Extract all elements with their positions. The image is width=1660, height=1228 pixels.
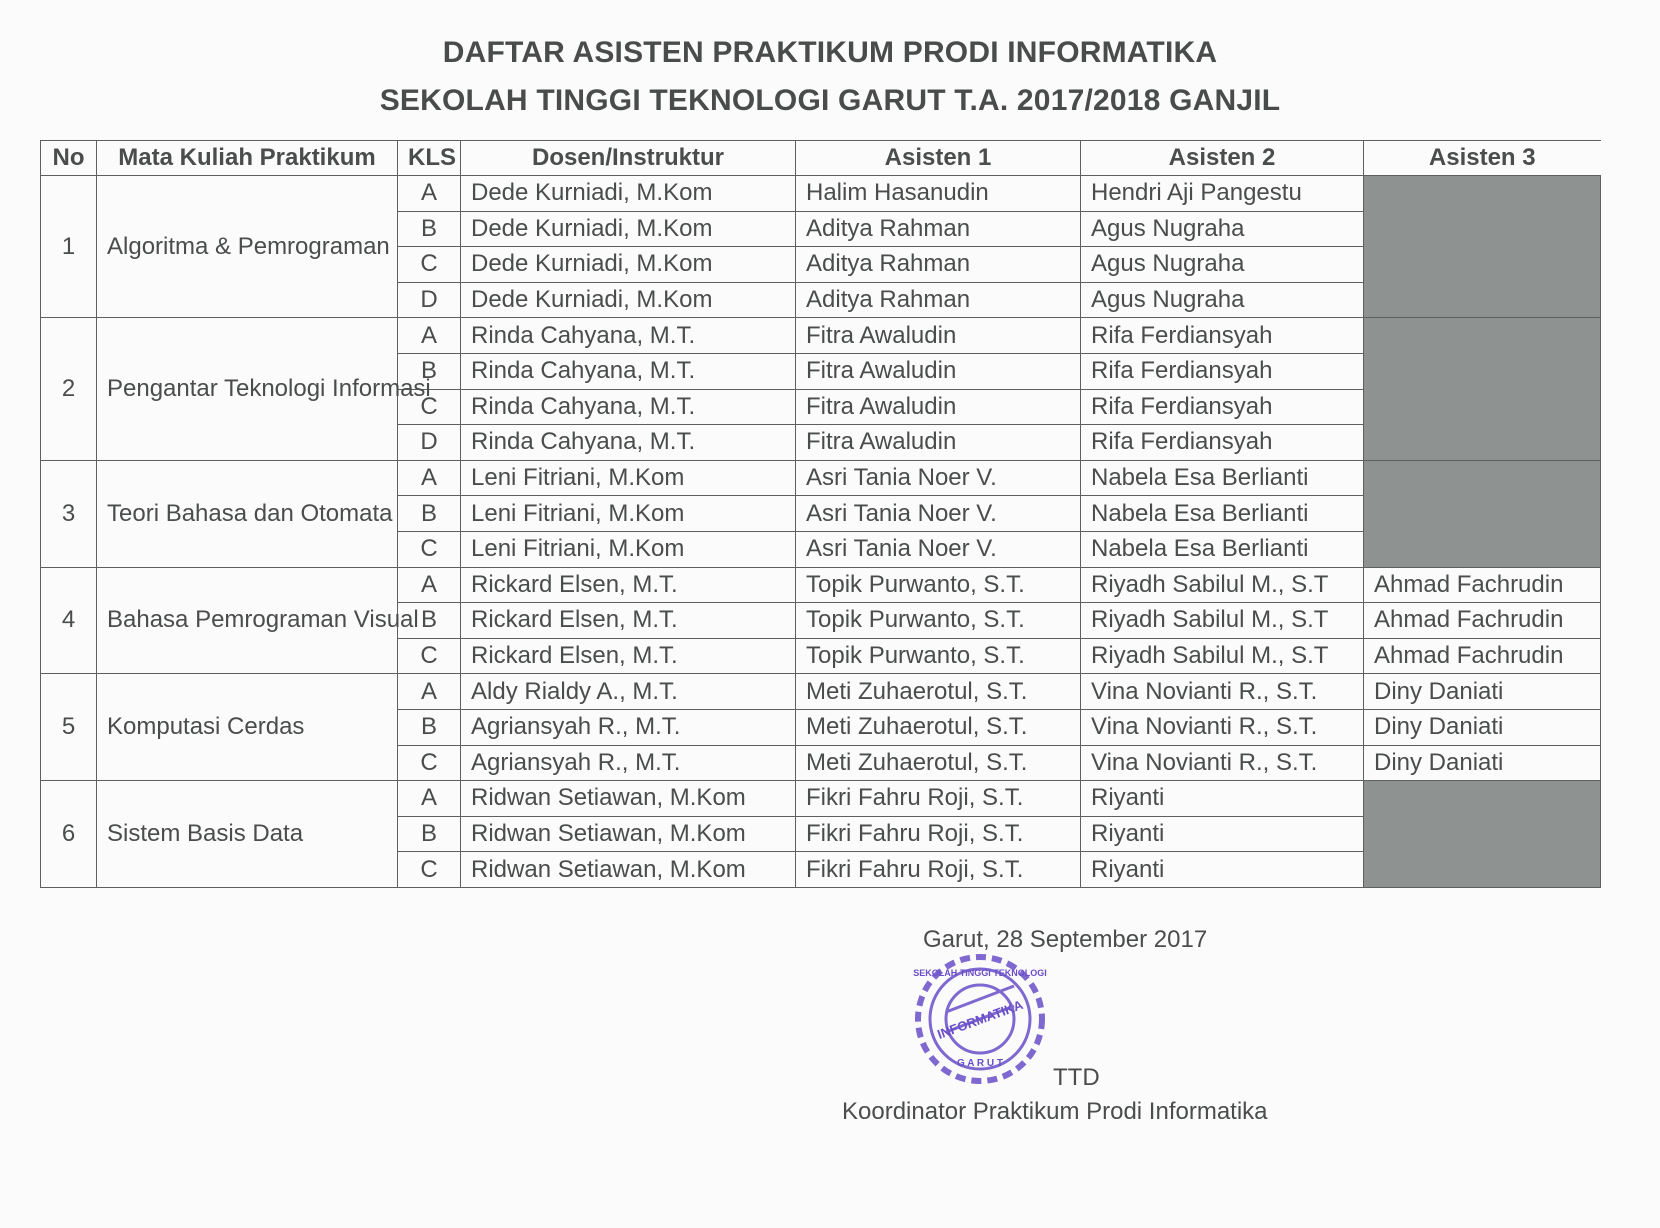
lecturer: Rickard Elsen, M.T. — [461, 603, 796, 639]
course-name: Algoritma & Pemrograman — [97, 176, 398, 318]
table-row — [41, 781, 1601, 817]
assistant2: Agus Nugraha — [1081, 282, 1364, 318]
assistant2: Hendri Aji Pangestu — [1081, 176, 1364, 212]
assistant2: Rifa Ferdiansyah — [1081, 318, 1364, 354]
assistant2: Nabela Esa Berlianti — [1081, 496, 1364, 532]
assistant2: Agus Nugraha — [1081, 247, 1364, 283]
assistant1: Meti Zuhaerotul, S.T. — [796, 709, 1081, 745]
assistant1: Topik Purwanto, S.T. — [796, 567, 1081, 603]
lecturer: Dede Kurniadi, M.Kom — [461, 176, 796, 212]
assistant1: Fitra Awaludin — [796, 318, 1081, 354]
lecturer: Dede Kurniadi, M.Kom — [461, 247, 796, 283]
class-code: B — [398, 709, 461, 745]
assistant3-empty — [1364, 318, 1601, 460]
assistant1: Topik Purwanto, S.T. — [796, 638, 1081, 674]
class-code: A — [398, 318, 461, 354]
lecturer: Rickard Elsen, M.T. — [461, 567, 796, 603]
course-name: Bahasa Pemrograman Visual — [97, 567, 398, 674]
table-row — [41, 176, 1601, 212]
assistant3: Diny Daniati — [1364, 674, 1601, 710]
assistant2: Riyanti — [1081, 781, 1364, 817]
course-number: 6 — [41, 781, 97, 888]
table-row — [41, 674, 1601, 710]
class-code: A — [398, 781, 461, 817]
class-code: B — [398, 816, 461, 852]
assistant3: Ahmad Fachrudin — [1364, 567, 1601, 603]
assistant1: Fikri Fahru Roji, S.T. — [796, 852, 1081, 888]
assistant1: Meti Zuhaerotul, S.T. — [796, 745, 1081, 781]
course-number: 1 — [41, 176, 97, 318]
table-row — [41, 318, 1601, 354]
class-code: B — [398, 603, 461, 639]
signature-place-date: Garut, 28 September 2017 — [923, 926, 1208, 953]
assistant1: Halim Hasanudin — [796, 176, 1081, 212]
course-name: Pengantar Teknologi Informasi — [97, 318, 398, 460]
assistant2: Vina Novianti R., S.T. — [1081, 745, 1364, 781]
table-header-row — [41, 141, 1601, 176]
class-code: A — [398, 567, 461, 603]
header-no: No — [41, 141, 97, 176]
assistant1: Aditya Rahman — [796, 282, 1081, 318]
lecturer: Rinda Cahyana, M.T. — [461, 318, 796, 354]
class-code: C — [398, 852, 461, 888]
assistant3: Ahmad Fachrudin — [1364, 638, 1601, 674]
class-code: B — [398, 353, 461, 389]
document-title-line1: DAFTAR ASISTEN PRAKTIKUM PRODI INFORMATIKA — [442, 36, 1218, 69]
course-number: 3 — [41, 460, 97, 567]
lecturer: Rinda Cahyana, M.T. — [461, 425, 796, 461]
assistant2: Riyanti — [1081, 816, 1364, 852]
table-row — [41, 567, 1601, 603]
assistant3-empty — [1364, 460, 1601, 567]
assistant1: Asri Tania Noer V. — [796, 460, 1081, 496]
table-row — [41, 460, 1601, 496]
class-code: A — [398, 176, 461, 212]
lecturer: Ridwan Setiawan, M.Kom — [461, 816, 796, 852]
class-code: B — [398, 496, 461, 532]
assistant2: Riyadh Sabilul M., S.T — [1081, 567, 1364, 603]
lecturer: Leni Fitriani, M.Kom — [461, 531, 796, 567]
lecturer: Rinda Cahyana, M.T. — [461, 389, 796, 425]
assistant1: Aditya Rahman — [796, 247, 1081, 283]
assistant3-empty — [1364, 176, 1601, 318]
class-code: B — [398, 211, 461, 247]
course-number: 4 — [41, 567, 97, 674]
assistant1: Asri Tania Noer V. — [796, 496, 1081, 532]
assistant3: Diny Daniati — [1364, 709, 1601, 745]
course-name: Sistem Basis Data — [97, 781, 398, 888]
assistant2: Rifa Ferdiansyah — [1081, 353, 1364, 389]
class-code: C — [398, 247, 461, 283]
lecturer: Rinda Cahyana, M.T. — [461, 353, 796, 389]
assistant1: Fitra Awaludin — [796, 425, 1081, 461]
lecturer: Agriansyah R., M.T. — [461, 745, 796, 781]
class-code: C — [398, 389, 461, 425]
signature-role: Koordinator Praktikum Prodi Informatika — [842, 1098, 1268, 1125]
assistant1: Aditya Rahman — [796, 211, 1081, 247]
signature-ttd: TTD — [1053, 1064, 1100, 1091]
assistant2: Vina Novianti R., S.T. — [1081, 709, 1364, 745]
class-code: C — [398, 531, 461, 567]
assistant2: Riyanti — [1081, 852, 1364, 888]
header-assistant2: Asisten 2 — [1081, 141, 1364, 176]
lecturer: Leni Fitriani, M.Kom — [461, 496, 796, 532]
assistant-table — [40, 140, 1601, 888]
header-kls: KLS — [398, 141, 461, 176]
lecturer: Ridwan Setiawan, M.Kom — [461, 852, 796, 888]
class-code: A — [398, 460, 461, 496]
assistant2: Nabela Esa Berlianti — [1081, 531, 1364, 567]
assistant1: Fikri Fahru Roji, S.T. — [796, 781, 1081, 817]
class-code: A — [398, 674, 461, 710]
assistant1: Meti Zuhaerotul, S.T. — [796, 674, 1081, 710]
header-assistant3: Asisten 3 — [1364, 141, 1601, 176]
assistant3-empty — [1364, 781, 1601, 888]
header-assistant1: Asisten 1 — [796, 141, 1081, 176]
lecturer: Rickard Elsen, M.T. — [461, 638, 796, 674]
svg-text:SEKOLAH TINGGI TEKNOLOGI: SEKOLAH TINGGI TEKNOLOGI — [913, 968, 1047, 978]
header-course: Mata Kuliah Praktikum — [97, 141, 398, 176]
course-number: 2 — [41, 318, 97, 460]
lecturer: Aldy Rialdy A., M.T. — [461, 674, 796, 710]
lecturer: Dede Kurniadi, M.Kom — [461, 211, 796, 247]
assistant3: Diny Daniati — [1364, 745, 1601, 781]
course-name: Komputasi Cerdas — [97, 674, 398, 781]
assistant2: Vina Novianti R., S.T. — [1081, 674, 1364, 710]
assistant1: Asri Tania Noer V. — [796, 531, 1081, 567]
assistant2: Nabela Esa Berlianti — [1081, 460, 1364, 496]
svg-text:INFORMATIKA: INFORMATIKA — [935, 997, 1026, 1042]
svg-text:G A R U T: G A R U T — [957, 1058, 1003, 1069]
assistant1: Fitra Awaludin — [796, 389, 1081, 425]
assistant3: Ahmad Fachrudin — [1364, 603, 1601, 639]
class-code: D — [398, 425, 461, 461]
class-code: C — [398, 638, 461, 674]
lecturer: Dede Kurniadi, M.Kom — [461, 282, 796, 318]
course-number: 5 — [41, 674, 97, 781]
assistant2: Agus Nugraha — [1081, 211, 1364, 247]
class-code: D — [398, 282, 461, 318]
document-title-line2: SEKOLAH TINGGI TEKNOLOGI GARUT T.A. 2017/2018 GANJIL — [379, 84, 1281, 117]
assistant1: Fitra Awaludin — [796, 353, 1081, 389]
assistant2: Riyadh Sabilul M., S.T — [1081, 603, 1364, 639]
assistant2: Rifa Ferdiansyah — [1081, 425, 1364, 461]
header-lecturer: Dosen/Instruktur — [461, 141, 796, 176]
lecturer: Leni Fitriani, M.Kom — [461, 460, 796, 496]
lecturer: Ridwan Setiawan, M.Kom — [461, 781, 796, 817]
assistant2: Rifa Ferdiansyah — [1081, 389, 1364, 425]
course-name: Teori Bahasa dan Otomata — [97, 460, 398, 567]
assistant1: Fikri Fahru Roji, S.T. — [796, 816, 1081, 852]
assistant1: Topik Purwanto, S.T. — [796, 603, 1081, 639]
assistant2: Riyadh Sabilul M., S.T — [1081, 638, 1364, 674]
lecturer: Agriansyah R., M.T. — [461, 709, 796, 745]
class-code: C — [398, 745, 461, 781]
